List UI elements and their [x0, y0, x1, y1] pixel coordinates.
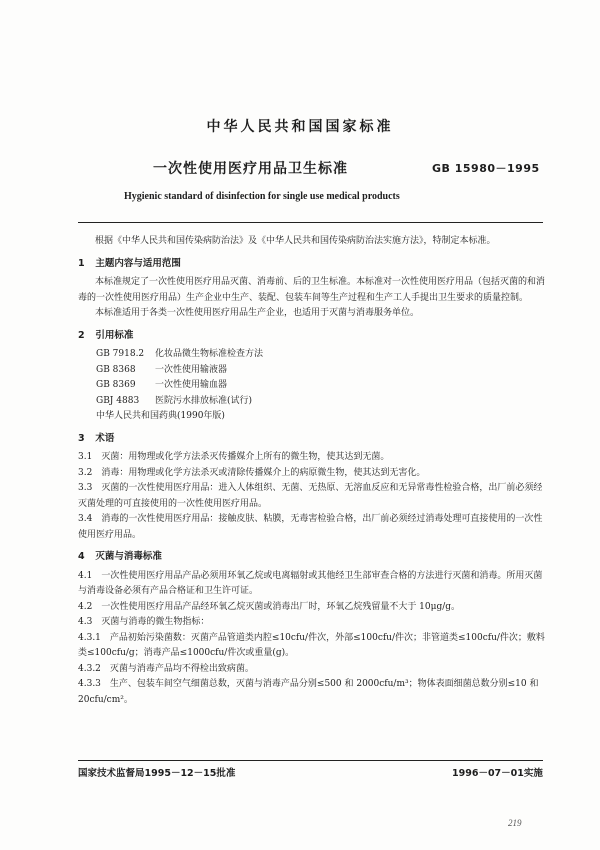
clause-4-1: 4.1 一次性使用医疗用品产品必须用环氧乙烷或电离辐射或其他经卫生部审查合格的方法进行灭菌和消毒。所用灭菌与消毒设备必须有产品合格证和卫生许可证。: [78, 570, 543, 596]
clause-4-3: 4.3 灭菌与消毒的微生物指标：: [78, 617, 210, 627]
section-1-paragraph-2: 本标准适用于各类一次性使用医疗用品生产企业，也适用于灭菌与消毒服务单位。: [95, 308, 420, 318]
header-divider: [78, 222, 543, 223]
intro-paragraph: 根据《中华人民共和国传染病防治法》及《中华人民共和国传染病防治法实施方法》，特制定本标准。: [95, 236, 496, 246]
reference-list: [78, 347, 548, 425]
effective-date: 1996－07－01实施: [452, 768, 543, 779]
reference-item: [96, 363, 548, 379]
reference-name: 一次性使用输液器: [155, 364, 228, 375]
section-number: 4: [78, 551, 85, 562]
reference-name: 一次性使用输血器: [155, 380, 228, 390]
reference-item: [96, 394, 548, 410]
national-standard-heading: 中华人民共和国国家标准: [206, 119, 394, 135]
reference-item: [96, 409, 548, 425]
standard-number: GB 15980－1995: [432, 162, 540, 175]
reference-code: GB 8368: [96, 364, 136, 375]
section-number: 1: [78, 257, 85, 269]
english-title: Hygienic standard of disinfection for single use medical products: [124, 191, 400, 202]
reference-code: GBJ 4883: [96, 395, 140, 406]
section-2-heading: [78, 328, 548, 344]
reference-item: [96, 378, 548, 394]
section-title: 灭菌与消毒标准: [95, 551, 162, 562]
reference-name: 医院污水排放标准(试行): [155, 395, 253, 406]
term-3-1: 3.1 灭菌：用物理或化学方法杀灭传播媒介上所有的微生物，使其达到无菌。: [78, 452, 390, 462]
reference-item: [96, 347, 548, 363]
term-3-4: 3.4 消毒的一次性使用医疗用品：接触皮肤、粘膜，无毒害检验合格，出厂前必须经过消毒处理可直接使用的一次性使用医疗用品。: [78, 514, 543, 540]
section-1-paragraph-1: 本标准规定了一次性使用医疗用品灭菌、消毒前、后的卫生标准。本标准对一次性使用医疗用品（包括灭菌的和消毒的一次性使用医疗用品）生产企业中生产、装配、包装车间等生产过程和生产工人手提出卫生要求的质量控制。: [78, 277, 546, 303]
approval-date: 国家技术监督局1995－12－15批准: [78, 768, 236, 779]
document-body: [78, 234, 548, 708]
section-number: 2: [78, 329, 85, 341]
section-number: 3: [78, 432, 85, 444]
clause-4-3-3: 4.3.3 生产、包装车间空气细菌总数，灭菌与消毒产品分别≤500 和 2000cfu/m³；物体表面细菌总数分别≤10 和 20cfu/cm²。: [78, 679, 539, 705]
clause-4-3-2: 4.3.2 灭菌与消毒产品均不得检出致病菌。: [78, 663, 254, 674]
section-3-heading: [78, 431, 548, 447]
reference-name: 中华人民共和国药典(1990年版): [96, 411, 225, 421]
footer-divider: [78, 760, 543, 761]
reference-name: 化妆品微生物标准检查方法: [155, 349, 264, 359]
page-number: 219: [508, 818, 522, 828]
section-title: 引用标准: [95, 329, 134, 341]
clause-4-3-1: 4.3.1 产品初始污染菌数：灭菌产品管道类内腔≤10cfu/件次，外部≤100cfu/件次；非管道类≤100cfu/件次；敷料类≤100cfu/g；消毒产品≤1000cfu/件次或重量(g)。: [78, 632, 545, 658]
section-title: 术语: [95, 432, 115, 444]
reference-code: GB 7918.2: [96, 349, 145, 359]
clause-4-2: 4.2 一次性使用医疗用品产品经环氧乙烷灭菌或消毒出厂时，环氧乙烷残留量不大于 10μg/g。: [78, 601, 461, 612]
section-1-heading: [78, 256, 548, 272]
reference-code: GB 8369: [96, 380, 136, 390]
section-title: 主题内容与适用范围: [95, 257, 181, 269]
section-4-heading: [78, 549, 548, 565]
term-3-2: 3.2 消毒：用物理或化学方法杀灭或清除传播媒介上的病原微生物，使其达到无害化。: [78, 467, 426, 478]
term-3-3: 3.3 灭菌的一次性使用医疗用品：进入人体组织、无菌、无热原、无溶血反应和无异常毒性检验合格，出厂前必须经灭菌处理的可直接使用的一次性使用医疗用品。: [78, 483, 543, 509]
standard-title: 一次性使用医疗用品卫生标准: [153, 161, 348, 177]
